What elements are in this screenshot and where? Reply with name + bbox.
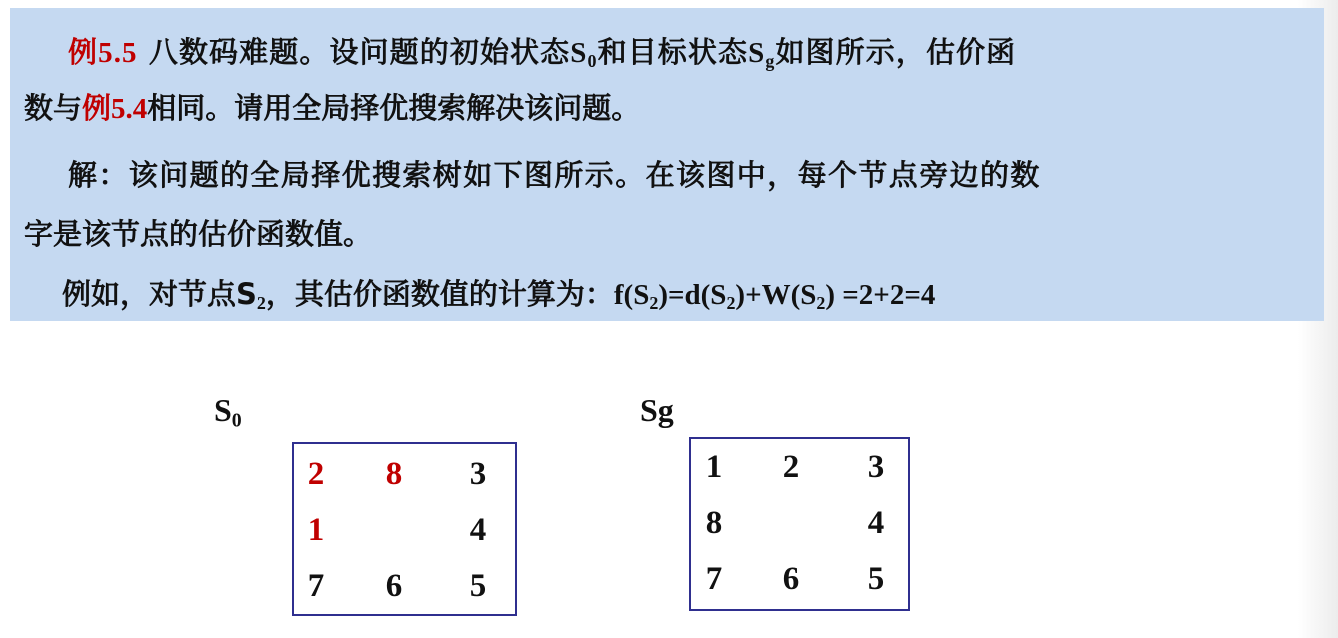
problem-title-text: 八数码难题。设问题的初始状态	[148, 35, 571, 69]
ref-example-number: 例5.4	[82, 93, 148, 125]
tile-2: 2	[307, 456, 325, 492]
tile-6: 6	[385, 568, 403, 604]
line1-tail-text: 如图所示，估价函	[775, 35, 1017, 69]
tile-8: 8	[705, 505, 723, 541]
initial-state-grid	[292, 442, 517, 616]
example-calc-mid: ，其估价函数值的计算为：	[265, 277, 614, 311]
tile-1: 1	[307, 512, 325, 548]
tile-1: 1	[705, 449, 723, 485]
tile-7: 7	[705, 561, 723, 597]
tile-3: 3	[867, 449, 885, 485]
goal-state-grid	[689, 437, 910, 611]
tile-2: 2	[782, 449, 800, 485]
problem-line-2	[24, 86, 640, 127]
tile-7: 7	[307, 568, 325, 604]
tile-5: 5	[469, 568, 487, 604]
initial-state-label: $S_0$	[214, 392, 242, 432]
s0-symbol: $S_0$	[570, 37, 598, 72]
tile-8: 8	[385, 456, 403, 492]
tile-4: 4	[469, 512, 487, 548]
and-goal-text: 和目标状态	[597, 35, 749, 69]
sg-symbol: $S_g$	[748, 37, 776, 72]
tile-4: 4	[867, 505, 885, 541]
problem-line-1	[68, 30, 1016, 72]
tile-5: 5	[867, 561, 885, 597]
example-calc-head: 例如，对节点$S_2$	[62, 277, 266, 314]
goal-state-label: Sg	[640, 392, 674, 428]
tile-6: 6	[782, 561, 800, 597]
tile-3: 3	[469, 456, 487, 492]
example-number: 例5.5	[68, 37, 138, 69]
line2-head-text: 数与	[24, 91, 83, 125]
line2-tail-text: 相同。请用全局择优搜索解决该问题。	[147, 91, 641, 125]
example-calculation-line	[62, 272, 935, 314]
evaluation-formula: $f(S_2)=d(S_2)+W(S_2) =2+2=4$	[613, 279, 936, 314]
solution-line-1: 解：该问题的全局择优搜索树如下图所示。在该图中，每个节点旁边的数	[68, 158, 1041, 192]
solution-line-2: 字是该节点的估价函数值。	[24, 217, 373, 251]
problem-text-panel	[10, 8, 1324, 321]
